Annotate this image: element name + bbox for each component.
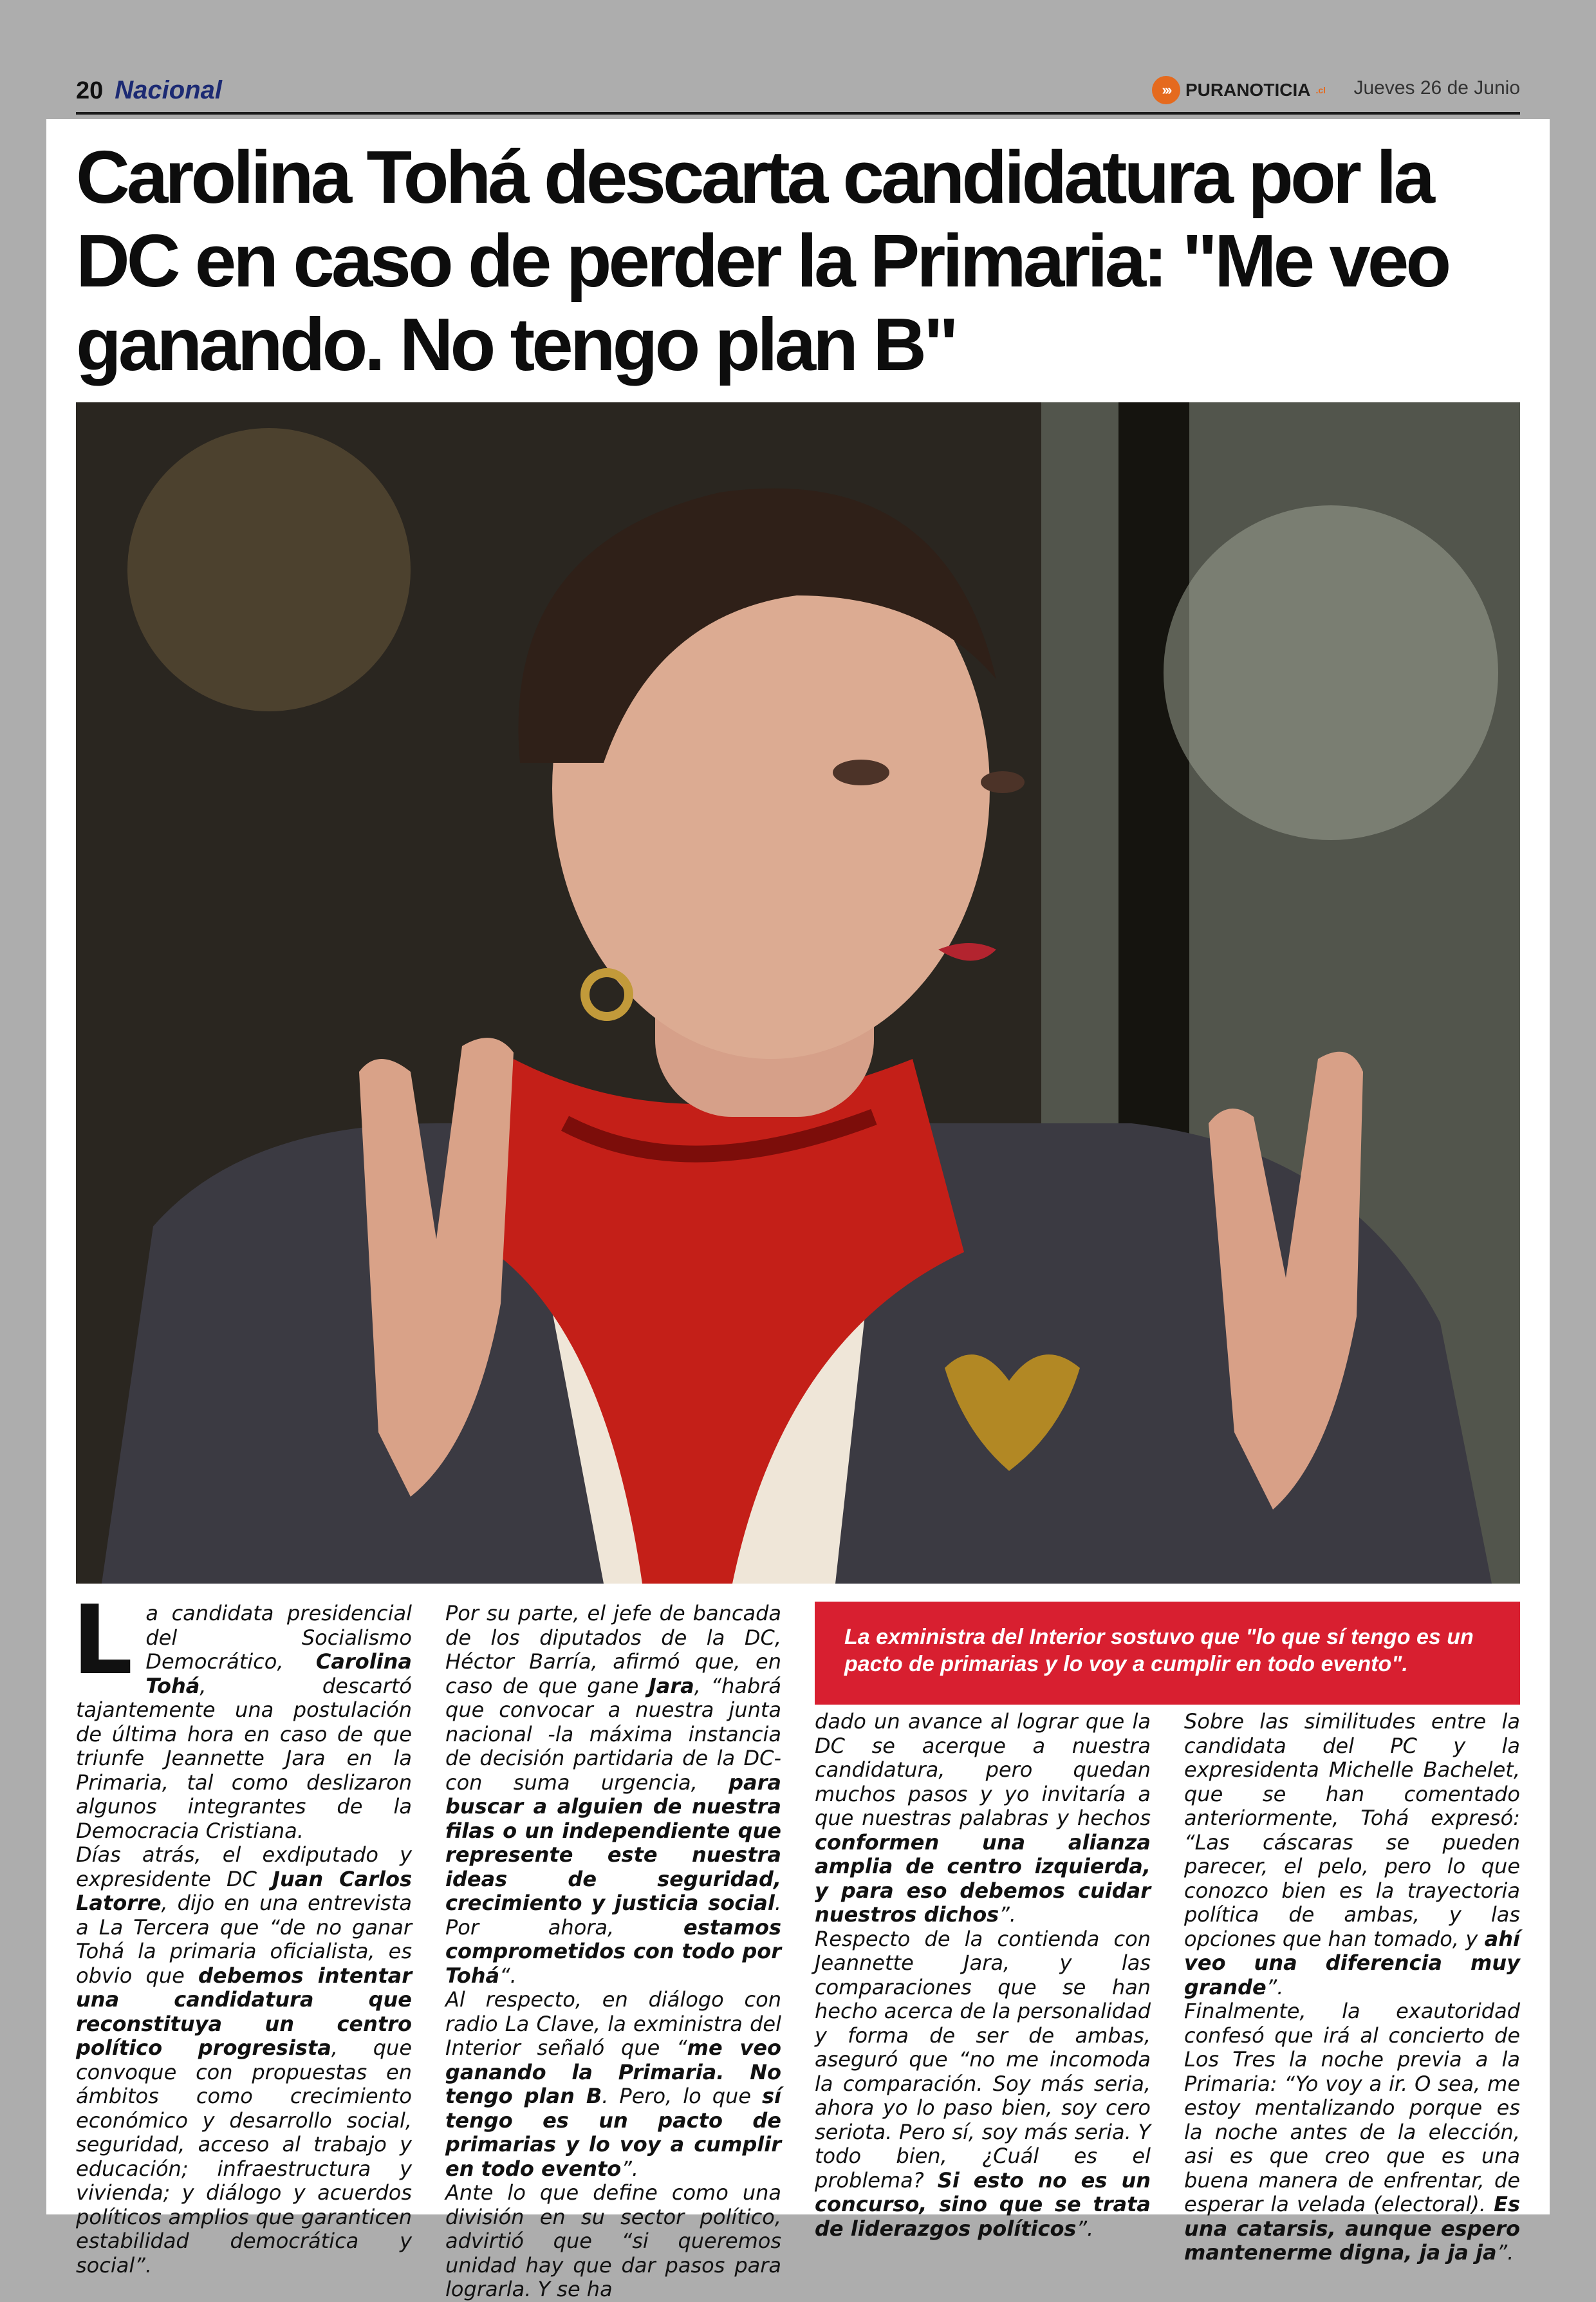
brand-suffix: .cl xyxy=(1315,85,1326,95)
article-column-1 xyxy=(72,1585,413,2278)
brand-name: PURANOTICIA xyxy=(1185,80,1311,100)
folio xyxy=(76,76,222,112)
text-run: Finalmente, la exautoridad confesó que irá al concierto de Los Tres la noche previa a la Primaria: “Yo voy a ir. O sea, me estoy mentalizando porque es la noche antes de la elección, asi es que creo que es una buena manera de enfrentar, de esperar la velada (electoral). xyxy=(1184,1999,1520,2216)
text-run: Por su parte, el jefe de bancada de los diputados de la DC, Héctor Barría, afirmó que, en caso de que gane xyxy=(445,1601,781,1698)
bold-run: estamos comprometidos con todo por Tohá xyxy=(445,1914,781,1988)
article-paragraph xyxy=(445,1602,781,1988)
text-run: ”. xyxy=(1496,2240,1514,2265)
bold-run: debemos intentar una candidatura que reconstituya un centro político progresista xyxy=(76,1963,412,2060)
brand-logo xyxy=(1152,75,1326,106)
text-run: , descartó tajantemente una postulación de última hora en caso de que triunfe Jeannette Jara en la Primaria, tal como deslizaron algunos integrantes de la Democracia Cristiana. xyxy=(76,1673,412,1843)
column-1-text xyxy=(76,1602,412,2278)
page-number: 20 xyxy=(76,77,104,104)
pull-quote: La exministra del Interior sostuvo que "lo que sí tengo es un pacto de primarias y lo voy a cumplir en todo evento". xyxy=(815,1602,1520,1705)
column-4-text xyxy=(1184,1710,1520,2265)
text-run: a candidata presidencial del Socialismo Democrático, xyxy=(145,1601,412,1674)
text-run: Ante lo que define como una división en su sector político, advirtió que “si queremos unidad hay que dar pasos para lograrla. Y se ha xyxy=(445,2180,781,2301)
text-run: ”. xyxy=(1266,1974,1284,1999)
article-paragraph xyxy=(445,2181,781,2302)
bold-run: ahí veo una diferencia muy grande xyxy=(1184,1926,1520,1999)
bold-run: Juan Carlos Latorre xyxy=(76,1866,413,1915)
drop-cap: L xyxy=(72,1585,133,1696)
bold-run: me veo ganando la Primaria. No tengo plan B xyxy=(445,2035,781,2108)
article-paragraph xyxy=(445,1988,781,2181)
article-column-4 xyxy=(1184,1710,1520,2265)
column-2-text xyxy=(445,1602,781,2302)
article-column-3 xyxy=(815,1710,1151,2241)
text-run: ”. xyxy=(621,2156,639,2181)
text-run: Días atrás, el exdiputado y expresidente DC xyxy=(76,1842,412,1891)
text-run: . Por ahora, xyxy=(445,1891,781,1940)
text-run: Al respecto, en diálogo con radio La Clave, la exministra del Interior señaló que “ xyxy=(445,1987,781,2060)
text-run: ”. xyxy=(1076,2216,1094,2241)
article-paragraph xyxy=(815,1710,1151,1927)
triple-chevron-icon: ››› xyxy=(1152,76,1180,104)
text-run: . Pero, lo que xyxy=(602,2084,762,2108)
text-run: Respecto de la contienda con Jeannette Jara, y las comparaciones que se han hecho acerca de la personalidad y forma de ser de ambas, aseguró que “no me incomoda la comparación. Soy más seria, ahora yo lo paso bien, soy cero seriota. Pero sí, soy más seria. Y todo bien, ¿Cuál es el problema? xyxy=(815,1926,1151,2193)
text-run: “. xyxy=(499,1963,517,1988)
bold-run: para buscar a alguien de nuestra filas o un independiente que represente este nuestra ideas de seguridad, crecimiento y justicia social xyxy=(445,1770,781,1915)
article-body xyxy=(72,1585,1520,2301)
text-run: , que convoque con propuestas en ámbitos como crecimiento económico y desarrollo social, seguridad, acceso al trabajo y educación; infraestructura y vivienda; y diálogo y acuerdos políticos amplios que garanticen estabilidad democrática y social”. xyxy=(76,2035,413,2278)
bold-run: Jara xyxy=(648,1673,694,1698)
article-paragraph xyxy=(76,1843,412,2278)
bold-run: sí tengo es un pacto de primarias y lo voy a cumplir en todo evento xyxy=(445,2084,782,2181)
section-name: Nacional xyxy=(115,76,222,104)
headline: Carolina Tohá descarta candidatura por la DC en caso de perder la Primaria: "Me veo ganando. No tengo plan B" xyxy=(76,135,1449,386)
bold-run: conformen una alianza amplia de centro izquierda, y para eso debemos cuidar nuestros dichos xyxy=(815,1829,1151,1927)
article-paragraph xyxy=(815,1927,1151,2241)
text-run: , dijo en una entrevista a La Tercera que “de no ganar Tohá la primaria oficialista, es obvio que xyxy=(76,1891,412,1988)
bold-run: Carolina Tohá xyxy=(145,1649,412,1698)
article-paragraph xyxy=(1184,1710,1520,1999)
header-rule xyxy=(76,112,1520,115)
text-run: , “habrá que convocar a nuestra junta nacional -la máxima instancia de decisión partidaria de la DC- con suma urgencia, xyxy=(445,1673,782,1795)
text-run: Sobre las similitudes entre la candidata del PC y la expresidenta Michelle Bachelet, que se han comentado anteriormente, Tohá expresó: “Las cáscaras se pueden parecer, el pelo, pero lo que conozco bien es la trayectoria política de ambas, y las opciones que han tomado, y xyxy=(1184,1709,1520,1951)
bold-run: Es una catarsis, aunque espero mantenerme digna, ja ja ja xyxy=(1184,2192,1520,2265)
article-paragraph xyxy=(1184,1999,1520,2265)
bold-run: Si esto no es un concurso, sino que se trata de liderazgos políticos xyxy=(815,2167,1151,2241)
article-column-2 xyxy=(445,1602,781,2302)
text-run: ”. xyxy=(999,1902,1016,1927)
issue-date: Jueves 26 de Junio xyxy=(1353,77,1520,98)
text-run: dado un avance al lograr que la DC se acerque a nuestra candidatura, pero quedan muchos pasos y yo invitaría a que nuestras palabras y hechos xyxy=(815,1709,1151,1830)
column-3-text xyxy=(815,1710,1151,2241)
portrait-photo xyxy=(76,402,1520,1584)
